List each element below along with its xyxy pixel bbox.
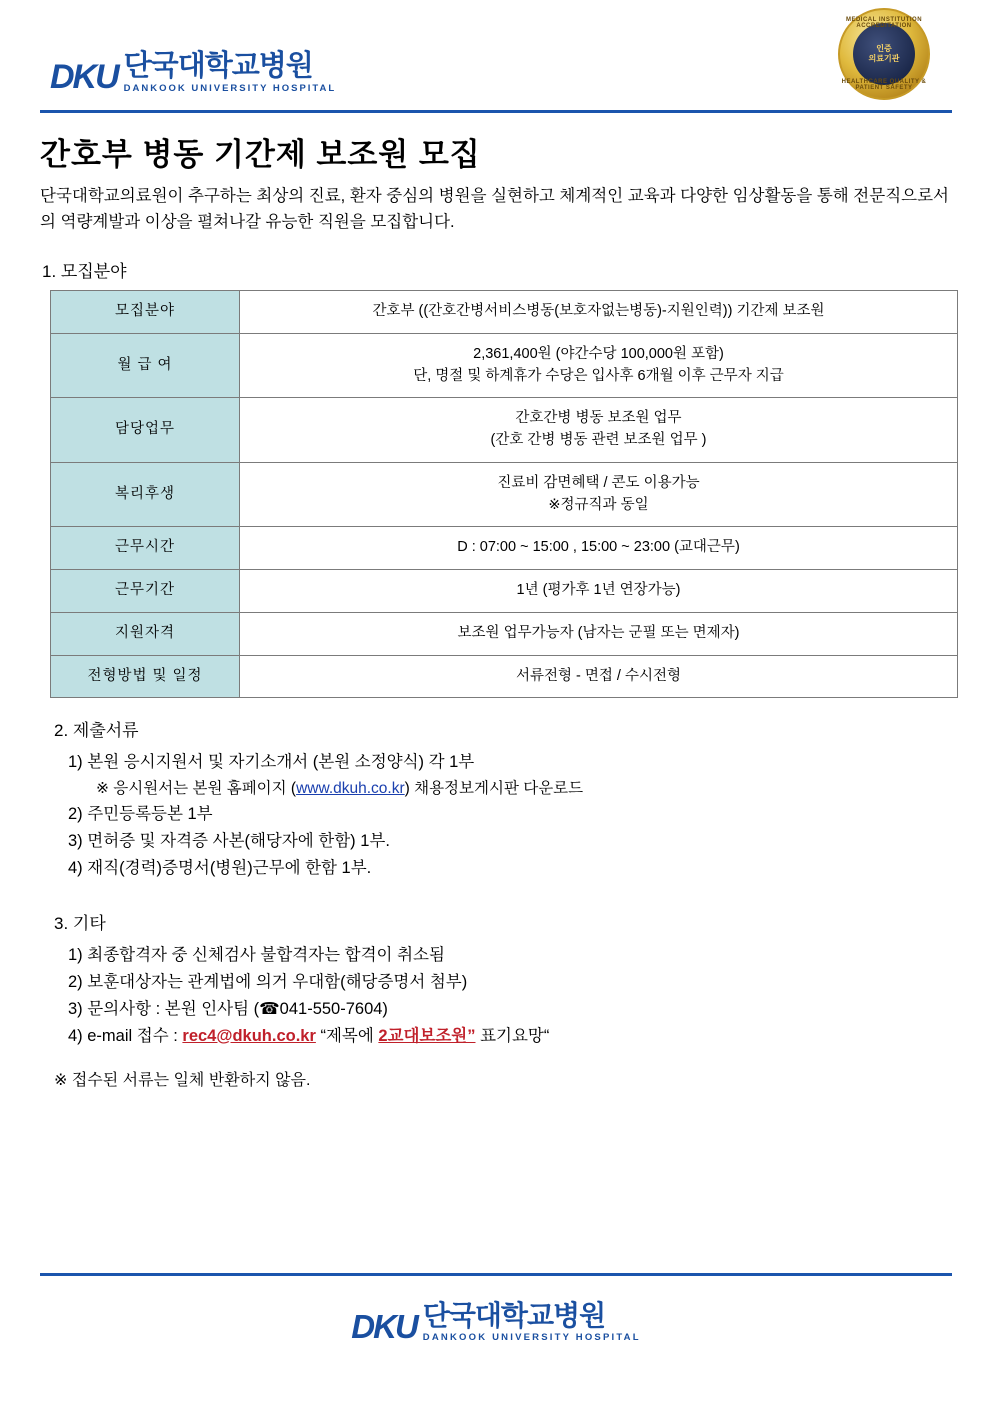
list-item: 3) 면허증 및 자격증 사본(해당자에 한함) 1부. [68,831,390,850]
note-prefix: ※ 응시원서는 본원 홈페이지 ( [96,780,297,798]
footer-logo-english-name: DANKOOK UNIVERSITY HOSPITAL [422,1332,641,1343]
intro-paragraph: 단국대학교의료원이 추구하는 최상의 진료, 환자 중심의 병원을 실현하고 체계적인 교육과 다양한 임상활동을 통해 전문직으로서의 역량계발과 이상을 펼쳐나갈 유능한 직원을 모집합니다. [40,187,949,231]
email-suffix: 표기요망“ [475,1026,550,1045]
table-row-value [240,398,958,463]
email-prefix: 4) e-mail 접수 : [68,1026,183,1045]
table-row [51,527,958,570]
documents-list [40,749,952,881]
email-subject-highlight: 2교대보조원” [378,1026,476,1045]
document-header [40,0,952,108]
section-heading-recruit: 1. 모집분야 [42,262,127,282]
table-row-label: 근무기간 [51,570,240,613]
hospital-logo [50,52,336,94]
table-row-value [240,570,958,613]
table-row-label: 복리후생 [51,462,240,527]
list-item: 1) 최종합격자 중 신체검사 불합격자는 합격이 취소됨 [68,946,445,965]
table-cell-line: 간호간병 병동 보조원 업무 [515,410,682,427]
table-row [51,291,958,334]
table-row [51,570,958,613]
table-row-value [240,462,958,527]
note-suffix: ) 채용정보게시판 다운로드 [404,780,584,798]
table-cell-line: 단, 명절 및 하계휴가 수당은 입사후 6개월 이후 근무자 지급 [413,367,784,384]
logo-english-name: DANKOOK UNIVERSITY HOSPITAL [123,83,337,94]
seal-center-line1: 인증 [876,44,892,53]
table-row [51,655,958,698]
table-cell-line: D : 07:00 ~ 15:00 , 15:00 ~ 23:00 (교대근무) [457,539,740,556]
section-heading-etc: 3. 기타 [54,914,106,934]
seal-arc-bottom-text: HEALTHCARE QUALITY & PATIENT SAFETY [841,79,927,91]
table-row-label: 담당업무 [51,398,240,463]
table-row-value [240,291,958,334]
table-cell-line: 진료비 감면혜택 / 콘도 이용가능 [497,474,700,491]
table-row [51,462,958,527]
table-row-label: 월 급 여 [51,333,240,398]
table-row-label: 전형방법 및 일정 [51,655,240,698]
footer-logo-text [423,1302,641,1343]
logo-korean-name: 단국대학교병원 [123,50,313,82]
seal-center-line2: 의료기관 [868,54,900,63]
section-heading-documents: 2. 제출서류 [54,721,139,741]
accreditation-seal-icon [838,8,930,100]
table-cell-line: 1년 (평가후 1년 연장가능) [516,582,681,599]
table-row [51,612,958,655]
seal-arc-top-text: MEDICAL INSTITUTION ACCREDITATION [845,17,923,29]
footer-divider [40,1273,952,1276]
table-row [51,333,958,398]
footer-hospital-logo [0,1302,992,1343]
table-cell-line: (간호 간병 병동 관련 보조원 업무 ) [490,432,707,449]
footer-logo-korean-name: 단국대학교병원 [422,1300,606,1331]
table-row-value [240,655,958,698]
table-row-value [240,333,958,398]
page-title: 간호부 병동 기간제 보조원 모집 [40,137,481,172]
table-row [51,398,958,463]
header-divider [40,110,952,113]
document-footer [0,1273,992,1403]
dku-logo-icon: DKU [50,57,118,96]
list-item: 1) 본원 응시지원서 및 자기소개서 (본원 소정양식) 각 1부 [68,753,475,772]
table-cell-line: ※정규직과 동일 [548,496,649,513]
table-cell-line: 간호부 ((간호간병서비스병동(보호자없는병동)-지원인력)) 기간제 보조원 [372,303,825,320]
return-policy-note: ※ 접수된 서류는 일체 반환하지 않음. [54,1072,311,1090]
dku-logo-icon: DKU [351,1307,417,1345]
list-item: 3) 문의사항 : 본원 인사팀 (☎041-550-7604) [68,999,388,1018]
table-cell-line: 2,361,400원 (야간수당 100,000원 포함) [473,345,724,362]
etc-list [40,942,952,1049]
table-row-value [240,527,958,570]
list-item: 4) 재직(경력)증명서(병원)근무에 한함 1부. [68,858,372,877]
list-item-email [68,1023,952,1050]
table-row-label: 근무시간 [51,527,240,570]
list-item-note [96,776,952,801]
table-cell-line: 서류전형 - 면접 / 수시전형 [515,667,682,684]
table-row-label: 모집분야 [51,291,240,334]
table-row-label: 지원자격 [51,612,240,655]
seal-center [853,23,915,85]
email-link[interactable]: rec4@dkuh.co.kr [182,1026,316,1045]
table-row-value [240,612,958,655]
email-mid: “제목에 [315,1026,379,1045]
table-cell-line: 보조원 업무가능자 (남자는 군필 또는 면제자) [457,624,740,641]
list-item: 2) 보훈대상자는 관계법에 의거 우대함(해당증명서 첨부) [68,973,468,992]
recruitment-table [50,290,958,698]
homepage-link[interactable]: www.dkuh.co.kr [296,780,405,798]
logo-text [124,52,337,94]
list-item: 2) 주민등록등본 1부 [68,805,213,824]
